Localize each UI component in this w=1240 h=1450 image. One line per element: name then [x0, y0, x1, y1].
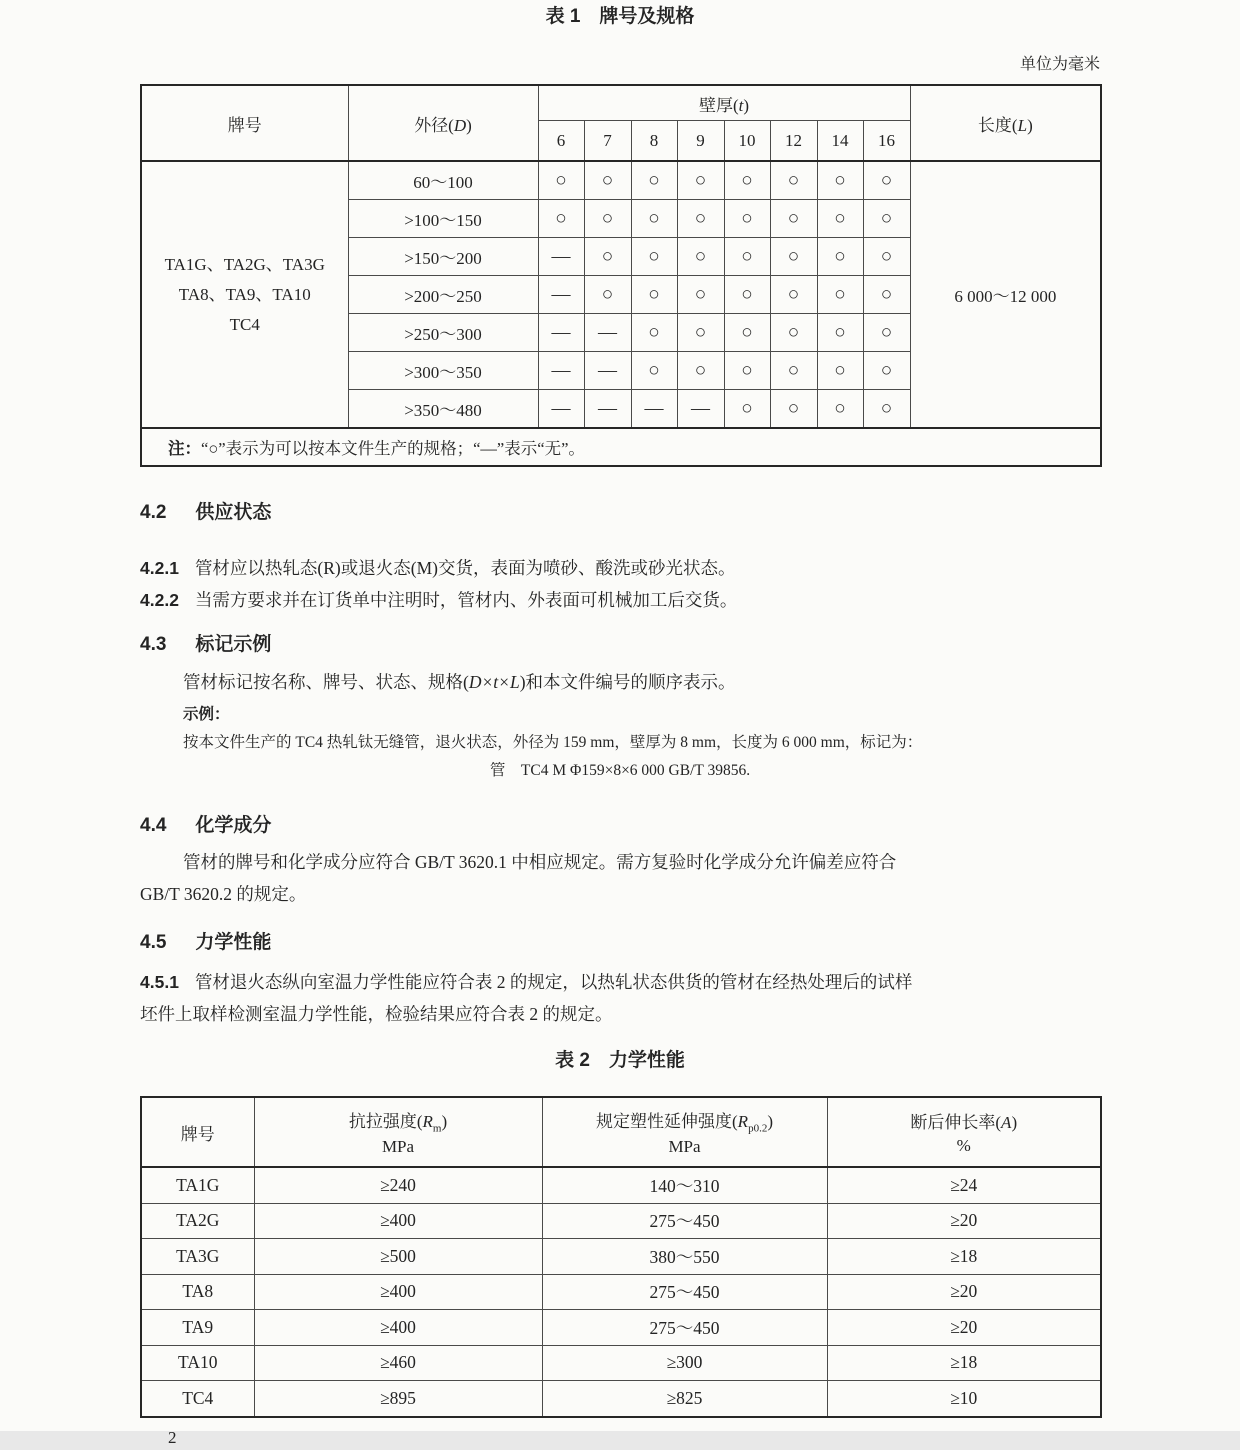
section-4-4-heading: [140, 813, 1100, 839]
t2-grade-cell: TC4: [141, 1381, 254, 1417]
wall-mark-cell: ○: [677, 314, 724, 352]
yield-unit: MPa: [668, 1137, 701, 1157]
section-number: 4.5: [140, 932, 167, 953]
wall-mark-cell: ○: [770, 314, 817, 352]
wall-mark-cell: ○: [817, 161, 863, 200]
t1-wall-size: 16: [863, 121, 910, 162]
note-label: 注：: [168, 440, 201, 458]
t2-elong-cell: ≥18: [827, 1239, 1101, 1275]
wall-mark-cell: ○: [817, 238, 863, 276]
clause-4-3-text: [140, 666, 1100, 698]
t1-grades-cell: [141, 161, 348, 428]
wall-mark-cell: —: [584, 352, 631, 390]
wall-label-pre: 壁厚(: [699, 95, 739, 115]
tensile-unit: MPa: [381, 1137, 415, 1157]
t1-od-cell: >150～200: [348, 238, 538, 276]
length-symbol: L: [1017, 115, 1028, 135]
table1-header-row1: [141, 85, 1101, 121]
wall-mark-cell: ○: [724, 314, 770, 352]
elong-symbol: A: [1001, 1113, 1012, 1132]
wall-mark-cell: ○: [677, 352, 724, 390]
yield-symbol: R: [737, 1111, 749, 1131]
wall-mark-cell: ○: [631, 238, 677, 276]
section-number: 4.3: [140, 634, 167, 655]
note-text: “○”表示为可以按本文件生产的规格；“—”表示“无”。: [201, 439, 585, 458]
wall-mark-cell: ○: [584, 200, 631, 238]
wall-mark-cell: ○: [584, 276, 631, 314]
wall-mark-cell: ○: [631, 161, 677, 200]
t1-od-cell: >100～150: [348, 200, 538, 238]
t1-od-cell: >250～300: [348, 314, 538, 352]
wall-mark-cell: —: [631, 390, 677, 429]
od-label-post: ): [466, 115, 472, 135]
wall-mark-cell: ○: [770, 238, 817, 276]
t1-wall-size: 14: [817, 121, 863, 162]
section-title: 标记示例: [195, 634, 272, 655]
wall-mark-cell: ○: [677, 276, 724, 314]
wall-mark-cell: ○: [863, 238, 910, 276]
wall-mark-cell: —: [538, 390, 584, 429]
table2-row: [141, 1239, 1101, 1275]
wall-mark-cell: ○: [631, 276, 677, 314]
t1-length-cell: 6 000～12 000: [910, 161, 1101, 428]
wall-symbol: t: [738, 95, 744, 115]
section-4-2-heading: [140, 500, 1100, 526]
t2-grade-cell: TA8: [141, 1274, 254, 1310]
t2-tensile-cell: ≥460: [254, 1345, 542, 1381]
t2-yield-cell: 380～550: [542, 1239, 827, 1275]
wall-mark-cell: ○: [724, 200, 770, 238]
section-4-5-heading: [140, 930, 1100, 956]
example-line2: 管 TC4 M Φ159×8×6 000 GB/T 39856.: [489, 762, 751, 779]
t2-grade-cell: TA9: [141, 1310, 254, 1346]
clause-4-2-1: [140, 552, 1100, 584]
header-line: [828, 1108, 1101, 1133]
wall-mark-cell: ○: [724, 276, 770, 314]
table2-row: [141, 1203, 1101, 1239]
table2-row: [141, 1310, 1101, 1346]
t1-od-cell: >200～250: [348, 276, 538, 314]
wall-mark-cell: ○: [770, 390, 817, 429]
wall-mark-cell: ○: [584, 161, 631, 200]
t2-elong-cell: ≥18: [827, 1345, 1101, 1381]
wall-mark-cell: ○: [863, 390, 910, 429]
clause-4-2-2: [140, 584, 1100, 616]
clause-4-4-text: [140, 846, 1100, 910]
t2-grade-cell: TA2G: [141, 1203, 254, 1239]
marking-formula: D×t×L: [468, 672, 520, 692]
t2-header-yield: [542, 1097, 827, 1167]
elong-unit: %: [956, 1136, 971, 1155]
t1-od-cell: 60～100: [348, 161, 538, 200]
t1-header-od: [348, 85, 538, 161]
wall-mark-cell: ○: [817, 276, 863, 314]
tensile-label-post: ): [441, 1111, 448, 1131]
wall-mark-cell: —: [584, 390, 631, 429]
wall-mark-cell: ○: [538, 200, 584, 238]
t2-yield-cell: ≥300: [542, 1345, 827, 1381]
clause-number: 4.2.2: [140, 590, 179, 610]
wall-mark-cell: ○: [863, 276, 910, 314]
clause-number: 4.5.1: [140, 972, 179, 992]
tensile-subscript: m: [432, 1122, 442, 1135]
wall-mark-cell: ○: [863, 352, 910, 390]
wall-mark-cell: ○: [724, 238, 770, 276]
page-number: 2: [168, 1427, 177, 1447]
wall-mark-cell: ○: [863, 314, 910, 352]
example-label: 示例：: [183, 706, 230, 723]
wall-mark-cell: —: [538, 238, 584, 276]
wall-mark-cell: ○: [770, 276, 817, 314]
t2-tensile-cell: ≥895: [254, 1381, 542, 1417]
table2-header-row: [141, 1097, 1101, 1167]
table1-title: 表 1 牌号及规格: [545, 6, 695, 27]
t2-yield-cell: ≥825: [542, 1381, 827, 1417]
table2-row: [141, 1167, 1101, 1203]
clause-text: 管材退火态纵向室温力学性能应符合表 2 的规定，以热轧状态供货的管材在经热处理后的试样: [194, 972, 913, 992]
wall-mark-cell: —: [584, 314, 631, 352]
t2-elong-cell: ≥20: [827, 1203, 1101, 1239]
paragraph-line: GB/T 3620.2 的规定。: [140, 884, 307, 904]
t1-wall-size: 6: [538, 121, 584, 162]
od-symbol: D: [453, 115, 467, 135]
table1-spec-table: [140, 84, 1102, 467]
wall-mark-cell: ○: [631, 200, 677, 238]
clause-text: 管材应以热轧态(R)或退火态(M)交货，表面为喷砂、酸洗或砂光状态。: [194, 558, 736, 578]
wall-mark-cell: ○: [631, 314, 677, 352]
t1-header-wall: [538, 85, 910, 121]
t1-wall-size: 7: [584, 121, 631, 162]
wall-mark-cell: ○: [770, 200, 817, 238]
clause-text: 当需方要求并在订货单中注明时，管材内、外表面可机械加工后交货。: [194, 590, 738, 610]
section-number: 4.2: [140, 502, 167, 523]
t1-wall-size: 8: [631, 121, 677, 162]
wall-mark-cell: ○: [817, 314, 863, 352]
t2-yield-cell: 140～310: [542, 1167, 827, 1203]
t1-wall-size: 10: [724, 121, 770, 162]
tensile-label-pre: 抗拉强度(: [348, 1111, 423, 1131]
wall-mark-cell: —: [677, 390, 724, 429]
table2-row: [141, 1345, 1101, 1381]
t2-yield-cell: 275～450: [542, 1310, 827, 1346]
t2-grade-cell: TA10: [141, 1345, 254, 1381]
wall-mark-cell: ○: [724, 161, 770, 200]
wall-mark-cell: —: [538, 314, 584, 352]
t1-wall-size: 12: [770, 121, 817, 162]
paragraph-line: [140, 966, 1100, 998]
yield-label-post: ): [767, 1111, 773, 1131]
t1-note-cell: [141, 428, 1101, 466]
marking-text-pre: 管材标记按名称、牌号、状态、规格(: [183, 672, 469, 692]
t2-yield-cell: 275～450: [542, 1274, 827, 1310]
wall-mark-cell: —: [538, 352, 584, 390]
t1-wall-size: 9: [677, 121, 724, 162]
wall-mark-cell: ○: [538, 161, 584, 200]
wall-mark-cell: ○: [863, 161, 910, 200]
t2-tensile-cell: ≥500: [254, 1239, 542, 1275]
length-label-post: ): [1027, 115, 1033, 135]
elong-label-post: ): [1011, 1113, 1018, 1132]
section-title: 力学性能: [195, 932, 272, 953]
section-title: 供应状态: [195, 502, 272, 523]
t1-header-grade: 牌号: [141, 85, 348, 161]
tensile-symbol: R: [422, 1111, 433, 1131]
t2-elong-cell: ≥20: [827, 1274, 1101, 1310]
example-line1: 按本文件生产的 TC4 热轧钛无缝管，退火状态，外径为 159 mm，壁厚为 8 mm，长度为 6 000 mm，标记为：: [183, 734, 923, 751]
section-number: 4.4: [140, 815, 167, 836]
table2-row: [141, 1381, 1101, 1417]
t1-od-cell: >300～350: [348, 352, 538, 390]
t2-elong-cell: ≥24: [827, 1167, 1101, 1203]
t2-elong-cell: ≥20: [827, 1310, 1101, 1346]
wall-mark-cell: ○: [724, 352, 770, 390]
t2-tensile-cell: ≥400: [254, 1274, 542, 1310]
wall-mark-cell: ○: [770, 161, 817, 200]
t2-header-grade: 牌号: [141, 1097, 254, 1167]
t2-grade-cell: TA3G: [141, 1239, 254, 1275]
yield-subscript: p0.2: [748, 1122, 768, 1135]
t2-header-tensile: [254, 1097, 542, 1167]
table2-title: 表 2 力学性能: [555, 1050, 685, 1071]
elong-label-pre: 断后伸长率(: [910, 1113, 1002, 1132]
wall-label-post: ): [743, 95, 750, 115]
table1-note-row: [141, 428, 1101, 466]
header-line: [543, 1107, 827, 1134]
clause-number: 4.2.1: [140, 558, 179, 578]
wall-mark-cell: ○: [770, 352, 817, 390]
section-4-3-heading: [140, 632, 1100, 658]
wall-mark-cell: ○: [677, 238, 724, 276]
wall-mark-cell: ○: [817, 200, 863, 238]
t2-tensile-cell: ≥400: [254, 1203, 542, 1239]
wall-mark-cell: ○: [677, 161, 724, 200]
length-label-pre: 长度(: [977, 115, 1018, 135]
t2-tensile-cell: ≥240: [254, 1167, 542, 1203]
paragraph-line: 管材的牌号和化学成分应符合 GB/T 3620.1 中相应规定。需方复验时化学成分允许偏差应符合: [183, 852, 897, 872]
t2-header-elong: [827, 1097, 1101, 1167]
wall-mark-cell: ○: [584, 238, 631, 276]
t2-elong-cell: ≥10: [827, 1381, 1101, 1417]
paragraph-line: 坯件上取样检测室温力学性能，检验结果应符合表 2 的规定。: [140, 1004, 613, 1024]
header-line: [255, 1107, 542, 1134]
grade-line: TC4: [229, 314, 260, 334]
wall-mark-cell: ○: [817, 390, 863, 429]
table2-mech-table: [140, 1096, 1102, 1418]
od-label-pre: 外径(: [414, 115, 454, 135]
wall-mark-cell: ○: [863, 200, 910, 238]
wall-mark-cell: ○: [724, 390, 770, 429]
yield-label-pre: 规定塑性延伸强度(: [596, 1111, 738, 1131]
t2-tensile-cell: ≥400: [254, 1310, 542, 1346]
wall-mark-cell: ○: [677, 200, 724, 238]
t1-od-cell: >350～480: [348, 390, 538, 429]
wall-mark-cell: ○: [631, 352, 677, 390]
t2-grade-cell: TA1G: [141, 1167, 254, 1203]
grade-line: TA1G、TA2G、TA3G: [164, 254, 325, 274]
clause-4-5-1: [140, 966, 1100, 1030]
wall-mark-cell: ○: [817, 352, 863, 390]
section-title: 化学成分: [195, 815, 272, 836]
t2-yield-cell: 275～450: [542, 1203, 827, 1239]
wall-mark-cell: —: [538, 276, 584, 314]
unit-note: 单位为毫米: [1019, 56, 1100, 73]
marking-text-post: )和本文件编号的顺序表示。: [519, 672, 736, 692]
table2-row: [141, 1274, 1101, 1310]
t1-header-length: [910, 85, 1101, 161]
table1-row: [141, 161, 1101, 200]
grade-line: TA8、TA9、TA10: [178, 284, 311, 304]
